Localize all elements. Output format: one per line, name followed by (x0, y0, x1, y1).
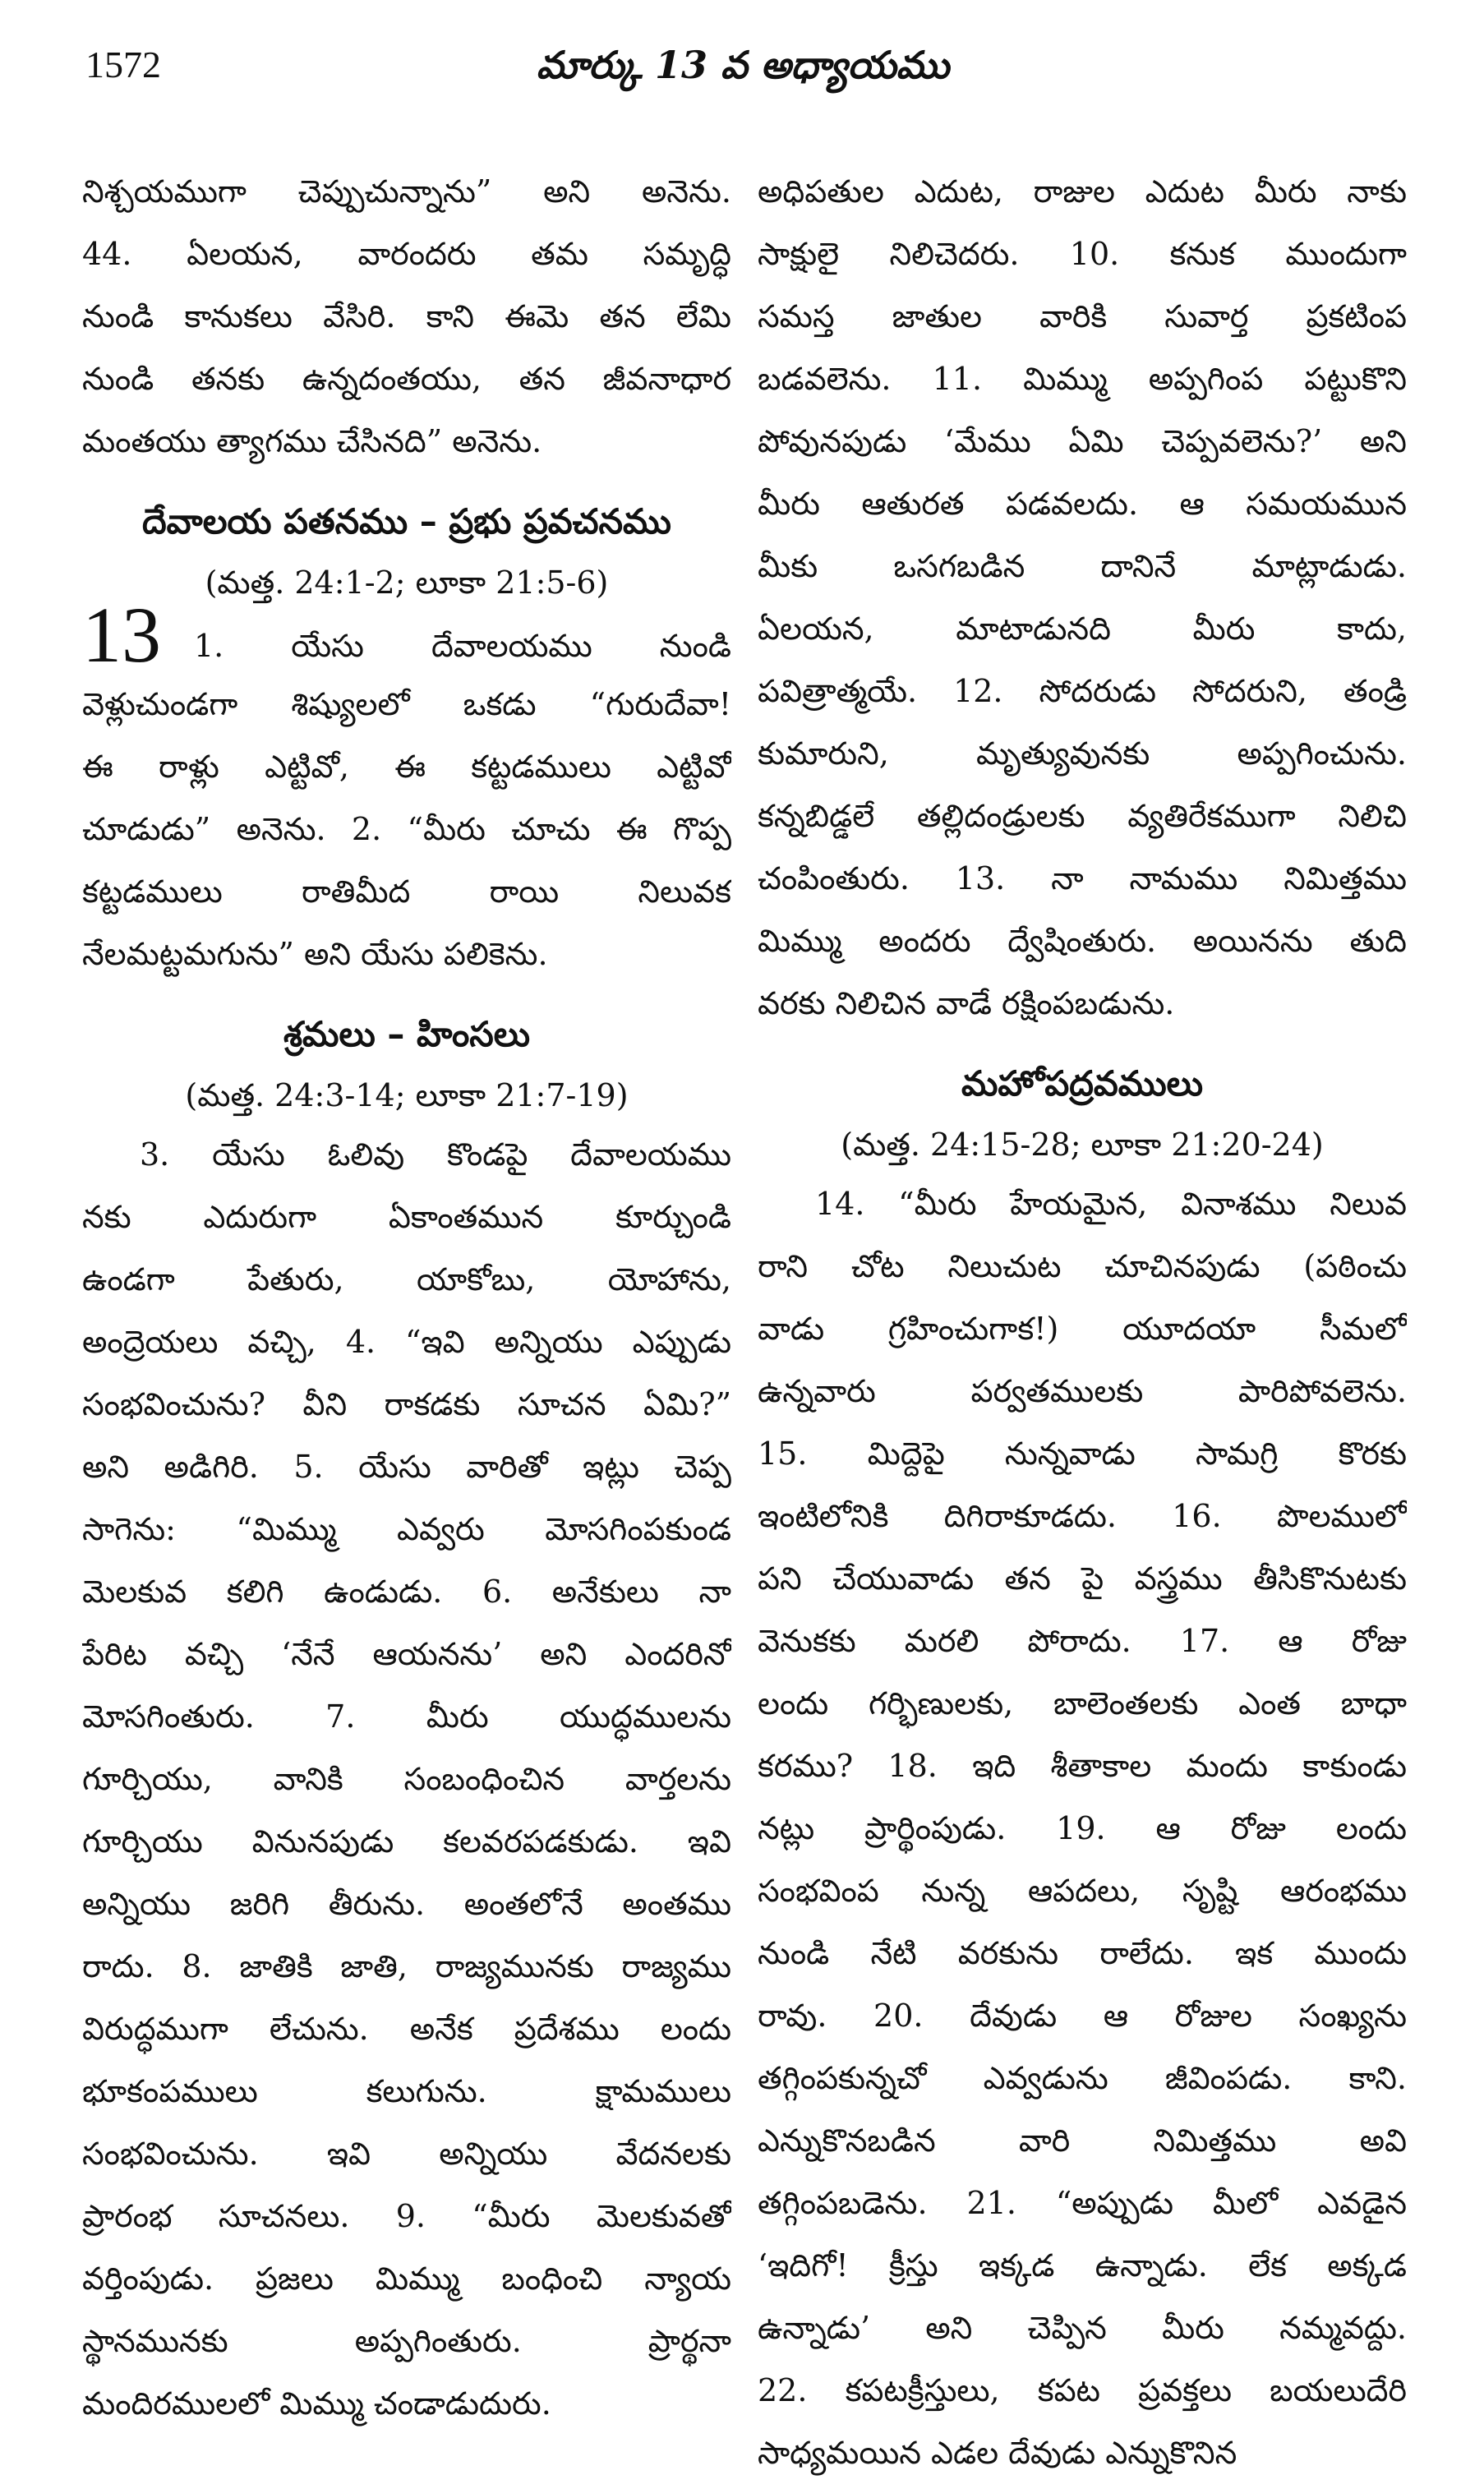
text-line: 15. మిద్దెపై నున్నవాడు సామగ్రి కొరకు (758, 1436, 1407, 1472)
text-line: 22. కపటక్రీస్తులు, కపట ప్రవక్తలు బయలుదేరి (758, 2372, 1407, 2408)
text-line: నేలమట్టమగును” అని యేసు పలికెను. (82, 936, 548, 972)
text-line: కట్టడములు రాతిమీద రాయి నిలువక (82, 873, 731, 910)
text-line: రాదు. 8. జాతికి జాతి, రాజ్యమునకు రాజ్యము (82, 1948, 731, 1984)
verse-line: 1. యేసు దేవాలయము నుండి (194, 628, 731, 664)
text-line: వాడు గ్రహించుగాక!) యూదయా సీమలో (758, 1311, 1407, 1347)
text-line: ఈ రాళ్లు ఎట్టివో, ఈ కట్టడములు ఎట్టివో (82, 749, 731, 785)
chapter-start-line (82, 591, 731, 679)
text-line: చంపింతురు. 13. నా నామము నిమిత్తము (758, 860, 1407, 896)
text-line: ఉన్నాడు’ అని చెప్పిన మీరు నమ్మవద్దు. (758, 2310, 1407, 2346)
text-line: భూకంపములు కలుగును. క్షామములు (82, 2073, 731, 2109)
text-line: నుండి తనకు ఉన్నదంతయు, తన జీవనాధార (82, 361, 731, 397)
text-line: 14. “మీరు హేయమైన, వినాశము నిలువ (815, 1186, 1407, 1222)
text-line: మీరు ఆతురత పడవలదు. ఆ సమయమున (758, 486, 1407, 522)
text-line: మెలకువ కలిగి ఉండుడు. 6. అనేకులు నా (82, 1574, 731, 1610)
text-line: వరకు నిలిచిన వాడే రక్షింపబడును. (758, 985, 1175, 1021)
cross-reference: (మత్త. 24:3-14; లూకా 21:7-19) (185, 1077, 629, 1113)
text-line: గూర్చియు వినునపుడు కలవరపడకుడు. ఇవి (82, 1823, 731, 1860)
text-line: స్థానమునకు అప్పగింతురు. ప్రార్థనా (82, 2323, 731, 2359)
text-line: అంద్రెయలు వచ్చి, 4. “ఇవి అన్నియు ఎప్పుడు (82, 1324, 731, 1360)
text-line: సాధ్యమయిన ఎడల దేవుడు ఎన్నుకొనిన (758, 2435, 1237, 2471)
page-header (85, 43, 1400, 108)
text-line: పోవునపుడు ‘మేము ఏమి చెప్పవలెను?’ అని (758, 423, 1407, 459)
text-line: నకు ఎదురుగా ఏకాంతమున కూర్చుండి (82, 1199, 731, 1235)
text-line: అధిపతుల ఎదుట, రాజుల ఎదుట మీరు నాకు (758, 173, 1407, 210)
text-line: అన్నియు జరిగి తీరును. అంతలోనే అంతము (82, 1886, 731, 1922)
text-line: రాని చోట నిలుచుట చూచినపుడు (పఠించు (758, 1248, 1407, 1284)
cross-reference: (మత్త. 24:1-2; లూకా 21:5-6) (205, 565, 609, 601)
section-heading: దేవాలయ పతనము – ప్రభు ప్రవచనము (142, 501, 671, 542)
text-line: వెనుకకు మరలి పోరాదు. 17. ఆ రోజు (758, 1623, 1407, 1659)
text-line: పవిత్రాత్మయే. 12. సోదరుడు సోదరుని, తండ్రి (758, 673, 1407, 709)
text-line: కుమారుని, మృత్యువునకు అప్పగించును. (758, 735, 1407, 772)
text-line: నుండి కానుకలు వేసిరి. కాని ఈమె తన లేమి (82, 298, 731, 334)
text-line: ఇంటిలోనికి దిగిరాకూడదు. 16. పొలములో (758, 1498, 1407, 1534)
text-line: చూడుడు” అనెను. 2. “మీరు చూచు ఈ గొప్ప (82, 811, 731, 847)
section-heading: మహోపద్రవములు (961, 1063, 1203, 1104)
text-line: మిమ్ము అందరు ద్వేషింతురు. అయినను తుది (758, 923, 1407, 959)
page-number: 1572 (85, 44, 161, 85)
text-line: 3. యేసు ఓలివు కొండపై దేవాలయము (140, 1136, 731, 1173)
right-paragraph-a (758, 160, 1407, 1035)
left-column (82, 160, 731, 2435)
cross-reference: (మత్త. 24:15-28; లూకా 21:20-24) (841, 1127, 1324, 1163)
text-line: తగ్గింపకున్నచో ఎవ్వడును జీవింపడు. కాని. (758, 2060, 1407, 2096)
text-line: సాక్షులై నిలిచెదరు. 10. కనుక ముందుగా (758, 236, 1407, 272)
text-line: సంభవించును. ఇవి అన్నియు వేదనలకు (82, 2136, 731, 2172)
section-heading: శ్రమలు – హింసలు (283, 1014, 531, 1054)
text-line: బడవలెను. 11. మిమ్ము అప్పగింప పట్టుకొని (758, 361, 1407, 397)
text-line: అని అడిగిరి. 5. యేసు వారితో ఇట్లు చెప్ప (82, 1449, 731, 1485)
text-line: లందు గర్భిణులకు, బాలెంతలకు ఎంత బాధా (758, 1685, 1407, 1721)
text-line: ఉండగా పేతురు, యాకోబు, యోహాను, (82, 1261, 731, 1297)
text-line: నుండి నేటి వరకును రాలేదు. ఇక ముందు (758, 1935, 1407, 1971)
text-line: సంభవించును? వీని రాకడకు సూచన ఏమి?” (82, 1386, 731, 1422)
text-line: వెళ్లుచుండగా శిష్యులలో ఒకడు “గురుదేవా! (82, 686, 731, 722)
text-line: పేరిట వచ్చి ‘నేనే ఆయనను’ అని ఎందరినో (82, 1636, 731, 1672)
text-line: మందిరములలో మిమ్ము చండాడుదురు. (82, 2385, 551, 2422)
text-line: తగ్గింపబడెను. 21. “అప్పుడు మీలో ఎవడైన (758, 2185, 1407, 2221)
right-column (758, 160, 1407, 2484)
text-line: సంభవింప నున్న ఆపదలు, సృష్టి ఆరంభము (758, 1873, 1407, 1909)
text-line: ‘ఇదిగో! క్రీస్తు ఇక్కడ ఉన్నాడు. లేక అక్కడ (758, 2247, 1407, 2284)
text-line: ఏలయన, మాటాడునది మీరు కాదు, (758, 611, 1407, 647)
text-line: గూర్చియు, వానికి సంబంధించిన వార్తలను (82, 1761, 731, 1797)
text-line: రావు. 20. దేవుడు ఆ రోజుల సంఖ్యను (758, 1998, 1407, 2034)
text-line: కరము? 18. ఇది శీతాకాల మందు కాకుండు (758, 1748, 1407, 1784)
chapter-number: 13 (82, 591, 161, 679)
left-paragraph-a (82, 160, 731, 472)
running-title: మార్కు 13 వ అధ్యాయము (536, 43, 950, 87)
text-line: ప్రారంభ సూచనలు. 9. “మీరు మెలకువతో (82, 2198, 731, 2234)
text-line: కన్నబిడ్డలే తల్లిదండ్రులకు వ్యతిరేకముగా నిలిచి (758, 798, 1407, 834)
text-line: మీకు ఒసగబడిన దానినే మాట్లాడుడు. (758, 548, 1407, 584)
text-line: మోసగింతురు. 7. మీరు యుద్ధములను (82, 1698, 731, 1735)
text-line: పని చేయువాడు తన పై వస్త్రము తీసికొనుటకు (758, 1560, 1407, 1597)
text-line: సాగెను: “మిమ్ము ఎవ్వరు మోసగింపకుండ (82, 1511, 731, 1547)
text-line: వర్తింపుడు. ప్రజలు మిమ్ము బంధించి న్యాయ (82, 2260, 731, 2297)
text-line: మంతయు త్యాగము చేసినది” అనెను. (82, 423, 542, 459)
text-line: ఉన్నవారు పర్వతములకు పారిపోవలెను. (758, 1373, 1407, 1409)
right-paragraph-b (758, 1173, 1407, 2484)
text-line: సమస్త జాతుల వారికి సువార్త ప్రకటింప (758, 298, 1407, 334)
text-line: 44. ఏలయన, వారందరు తమ సమృద్ధి (82, 236, 731, 272)
text-line: నట్లు ప్రార్థింపుడు. 19. ఆ రోజు లందు (758, 1810, 1407, 1846)
text-line: విరుద్ధముగా లేచును. అనేక ప్రదేశము లందు (82, 2011, 731, 2047)
left-paragraph-b (82, 673, 731, 985)
text-line: ఎన్నుకొనబడిన వారి నిమిత్తము అవి (758, 2122, 1407, 2159)
left-paragraph-c (82, 1123, 731, 2435)
text-line: నిశ్చయముగా చెప్పుచున్నాను” అని అనెను. (82, 173, 731, 210)
